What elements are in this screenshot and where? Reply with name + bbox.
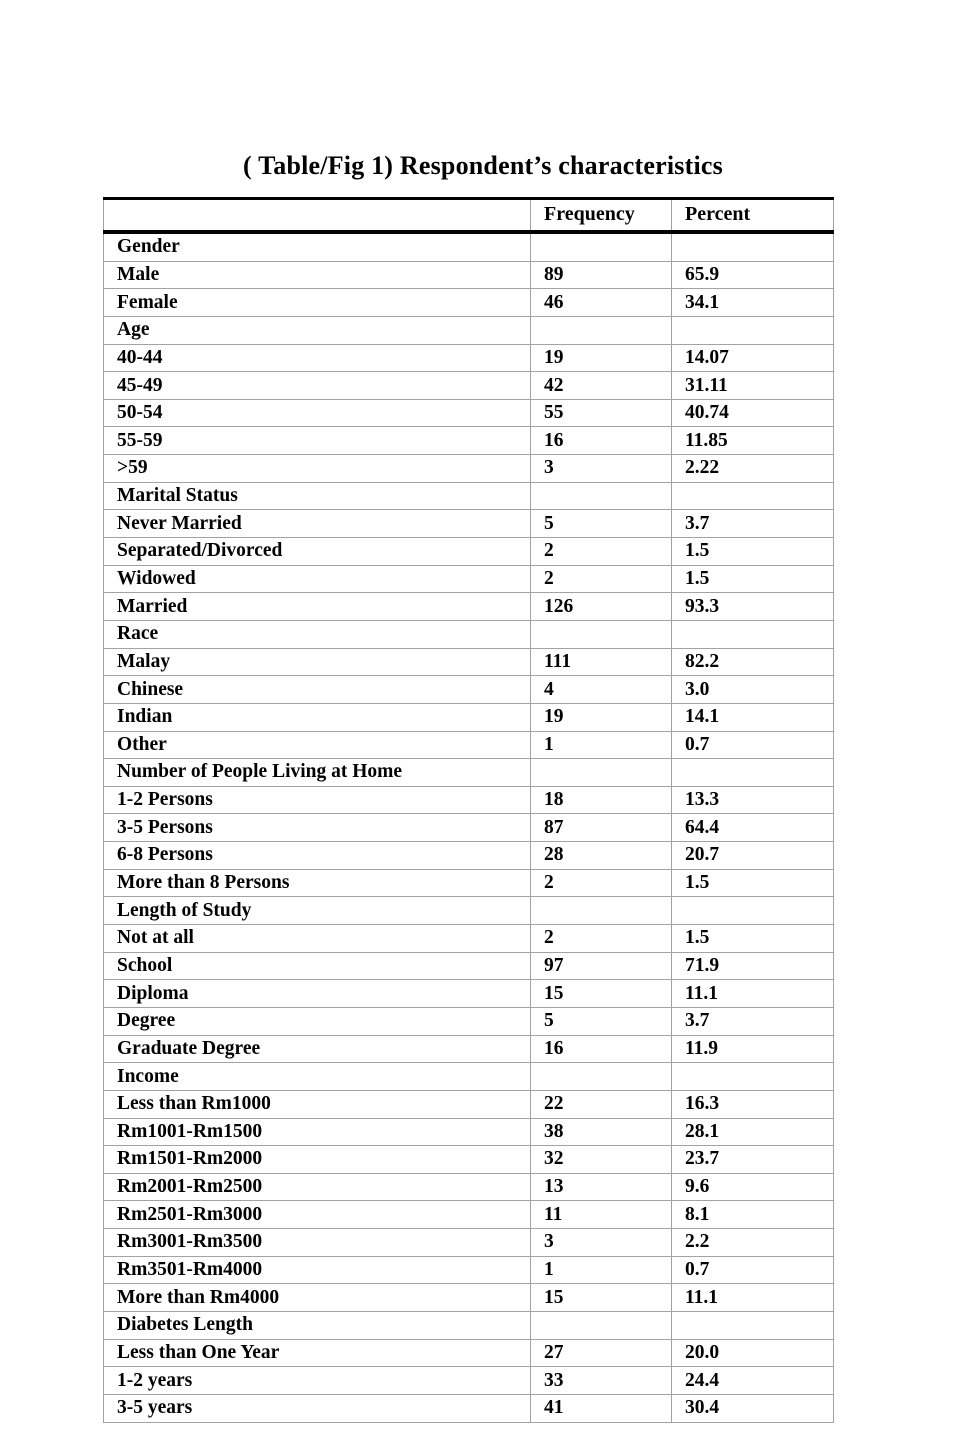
- table-row: [104, 897, 834, 925]
- row-frequency: 5: [531, 1007, 672, 1035]
- table-row: [104, 759, 834, 787]
- table-row: [104, 786, 834, 814]
- row-label: Female: [104, 289, 531, 317]
- table-row: [104, 814, 834, 842]
- table-row: [104, 1118, 834, 1146]
- row-frequency: [531, 897, 672, 925]
- table-row: [104, 869, 834, 897]
- row-label: Marital Status: [104, 482, 531, 510]
- table-row: [104, 1173, 834, 1201]
- row-label: 50-54: [104, 399, 531, 427]
- row-percent: 1.5: [672, 565, 834, 593]
- row-frequency: 5: [531, 510, 672, 538]
- table-row: [104, 593, 834, 621]
- row-percent: [672, 620, 834, 648]
- row-frequency: 4: [531, 676, 672, 704]
- table-title: ( Table/Fig 1) Respondent’s characteristics: [243, 151, 723, 180]
- row-label: Rm2501-Rm3000: [104, 1201, 531, 1229]
- row-label: Graduate Degree: [104, 1035, 531, 1063]
- row-percent: [672, 897, 834, 925]
- row-percent: [672, 1063, 834, 1091]
- row-label: Rm1001-Rm1500: [104, 1118, 531, 1146]
- table-row: [104, 731, 834, 759]
- row-label: 1-2 Persons: [104, 786, 531, 814]
- row-frequency: 18: [531, 786, 672, 814]
- table-row: [104, 1394, 834, 1422]
- row-frequency: 55: [531, 399, 672, 427]
- row-percent: 9.6: [672, 1173, 834, 1201]
- row-frequency: 38: [531, 1118, 672, 1146]
- row-frequency: 19: [531, 703, 672, 731]
- row-label: Chinese: [104, 676, 531, 704]
- row-label: Rm3501-Rm4000: [104, 1256, 531, 1284]
- row-frequency: [531, 1063, 672, 1091]
- table-row: [104, 565, 834, 593]
- row-frequency: 13: [531, 1173, 672, 1201]
- row-percent: 30.4: [672, 1394, 834, 1422]
- row-label: Other: [104, 731, 531, 759]
- header-frequency: Frequency: [531, 199, 672, 233]
- row-label: 3-5 years: [104, 1394, 531, 1422]
- table-row: [104, 538, 834, 566]
- row-label: Number of People Living at Home: [104, 759, 531, 787]
- table-row: [104, 261, 834, 289]
- row-frequency: 1: [531, 731, 672, 759]
- row-percent: 24.4: [672, 1367, 834, 1395]
- table-row: [104, 1090, 834, 1118]
- row-frequency: 15: [531, 980, 672, 1008]
- row-label: Male: [104, 261, 531, 289]
- row-frequency: [531, 1311, 672, 1339]
- row-percent: 11.9: [672, 1035, 834, 1063]
- row-label: School: [104, 952, 531, 980]
- row-percent: 1.5: [672, 538, 834, 566]
- table-row: [104, 289, 834, 317]
- row-label: Widowed: [104, 565, 531, 593]
- table-row: [104, 344, 834, 372]
- row-percent: 11.1: [672, 1284, 834, 1312]
- row-label: Length of Study: [104, 897, 531, 925]
- row-percent: 3.7: [672, 510, 834, 538]
- row-percent: 64.4: [672, 814, 834, 842]
- row-percent: 20.7: [672, 842, 834, 870]
- table-body: [104, 232, 834, 1422]
- table-row: [104, 482, 834, 510]
- row-frequency: 97: [531, 952, 672, 980]
- table-row: [104, 925, 834, 953]
- row-percent: 11.85: [672, 427, 834, 455]
- row-frequency: 89: [531, 261, 672, 289]
- row-label: Age: [104, 316, 531, 344]
- table-row: [104, 1339, 834, 1367]
- row-label: >59: [104, 455, 531, 483]
- table-row: [104, 952, 834, 980]
- row-percent: 71.9: [672, 952, 834, 980]
- row-percent: 8.1: [672, 1201, 834, 1229]
- table-row: [104, 980, 834, 1008]
- row-label: 55-59: [104, 427, 531, 455]
- row-label: Separated/Divorced: [104, 538, 531, 566]
- table-row: [104, 620, 834, 648]
- row-label: Rm1501-Rm2000: [104, 1146, 531, 1174]
- table-row: [104, 1367, 834, 1395]
- table-row: [104, 842, 834, 870]
- table-row: [104, 427, 834, 455]
- row-frequency: 87: [531, 814, 672, 842]
- row-percent: 13.3: [672, 786, 834, 814]
- row-percent: 2.2: [672, 1229, 834, 1257]
- row-percent: 14.1: [672, 703, 834, 731]
- row-label: 40-44: [104, 344, 531, 372]
- row-percent: 2.22: [672, 455, 834, 483]
- row-label: Less than Rm1000: [104, 1090, 531, 1118]
- row-label: Income: [104, 1063, 531, 1091]
- row-percent: 28.1: [672, 1118, 834, 1146]
- row-label: Gender: [104, 232, 531, 261]
- row-label: Less than One Year: [104, 1339, 531, 1367]
- row-label: Malay: [104, 648, 531, 676]
- row-frequency: 126: [531, 593, 672, 621]
- row-percent: [672, 482, 834, 510]
- table-row: [104, 455, 834, 483]
- row-label: 3-5 Persons: [104, 814, 531, 842]
- row-percent: 3.7: [672, 1007, 834, 1035]
- table-row: [104, 399, 834, 427]
- row-percent: 16.3: [672, 1090, 834, 1118]
- table-row: [104, 703, 834, 731]
- row-percent: [672, 1311, 834, 1339]
- row-percent: 1.5: [672, 869, 834, 897]
- table-row: [104, 1256, 834, 1284]
- row-frequency: 2: [531, 565, 672, 593]
- row-frequency: 3: [531, 455, 672, 483]
- row-percent: [672, 316, 834, 344]
- row-frequency: 2: [531, 869, 672, 897]
- table-row: [104, 1035, 834, 1063]
- header-empty-cell: [104, 199, 531, 233]
- row-label: 1-2 years: [104, 1367, 531, 1395]
- row-label: Married: [104, 593, 531, 621]
- row-label: Degree: [104, 1007, 531, 1035]
- row-percent: 40.74: [672, 399, 834, 427]
- row-percent: 20.0: [672, 1339, 834, 1367]
- table-row: [104, 510, 834, 538]
- row-percent: 31.11: [672, 372, 834, 400]
- row-label: Not at all: [104, 925, 531, 953]
- row-percent: 1.5: [672, 925, 834, 953]
- row-frequency: [531, 620, 672, 648]
- table-row: [104, 316, 834, 344]
- table-row: [104, 1063, 834, 1091]
- row-label: More than 8 Persons: [104, 869, 531, 897]
- row-percent: 23.7: [672, 1146, 834, 1174]
- table-row: [104, 1284, 834, 1312]
- row-label: More than Rm4000: [104, 1284, 531, 1312]
- row-frequency: 11: [531, 1201, 672, 1229]
- row-frequency: [531, 482, 672, 510]
- header-row: [104, 199, 834, 233]
- row-percent: 11.1: [672, 980, 834, 1008]
- characteristics-table: [103, 197, 834, 1423]
- row-frequency: 1: [531, 1256, 672, 1284]
- row-frequency: [531, 759, 672, 787]
- row-frequency: 16: [531, 427, 672, 455]
- row-percent: 14.07: [672, 344, 834, 372]
- table-row: [104, 1146, 834, 1174]
- row-frequency: 3: [531, 1229, 672, 1257]
- row-label: 6-8 Persons: [104, 842, 531, 870]
- row-percent: 65.9: [672, 261, 834, 289]
- row-label: Rm3001-Rm3500: [104, 1229, 531, 1257]
- row-frequency: 42: [531, 372, 672, 400]
- row-frequency: 111: [531, 648, 672, 676]
- row-frequency: [531, 316, 672, 344]
- row-percent: 0.7: [672, 1256, 834, 1284]
- table-row: [104, 372, 834, 400]
- row-frequency: 32: [531, 1146, 672, 1174]
- row-frequency: [531, 232, 672, 261]
- row-frequency: 16: [531, 1035, 672, 1063]
- row-percent: [672, 232, 834, 261]
- row-percent: 93.3: [672, 593, 834, 621]
- row-label: 45-49: [104, 372, 531, 400]
- row-label: Rm2001-Rm2500: [104, 1173, 531, 1201]
- table-row: [104, 648, 834, 676]
- row-frequency: 15: [531, 1284, 672, 1312]
- row-percent: 0.7: [672, 731, 834, 759]
- row-percent: 34.1: [672, 289, 834, 317]
- row-label: Race: [104, 620, 531, 648]
- row-percent: 82.2: [672, 648, 834, 676]
- row-label: Indian: [104, 703, 531, 731]
- row-percent: 3.0: [672, 676, 834, 704]
- table-row: [104, 1007, 834, 1035]
- table-row: [104, 232, 834, 261]
- table-row: [104, 1201, 834, 1229]
- row-frequency: 41: [531, 1394, 672, 1422]
- row-frequency: 33: [531, 1367, 672, 1395]
- table-row: [104, 676, 834, 704]
- header-percent: Percent: [672, 199, 834, 233]
- table-row: [104, 1311, 834, 1339]
- row-label: Diploma: [104, 980, 531, 1008]
- row-frequency: 46: [531, 289, 672, 317]
- row-frequency: 22: [531, 1090, 672, 1118]
- row-frequency: 19: [531, 344, 672, 372]
- row-percent: [672, 759, 834, 787]
- row-label: Never Married: [104, 510, 531, 538]
- row-label: Diabetes Length: [104, 1311, 531, 1339]
- row-frequency: 2: [531, 925, 672, 953]
- row-frequency: 27: [531, 1339, 672, 1367]
- row-frequency: 2: [531, 538, 672, 566]
- table-row: [104, 1229, 834, 1257]
- row-frequency: 28: [531, 842, 672, 870]
